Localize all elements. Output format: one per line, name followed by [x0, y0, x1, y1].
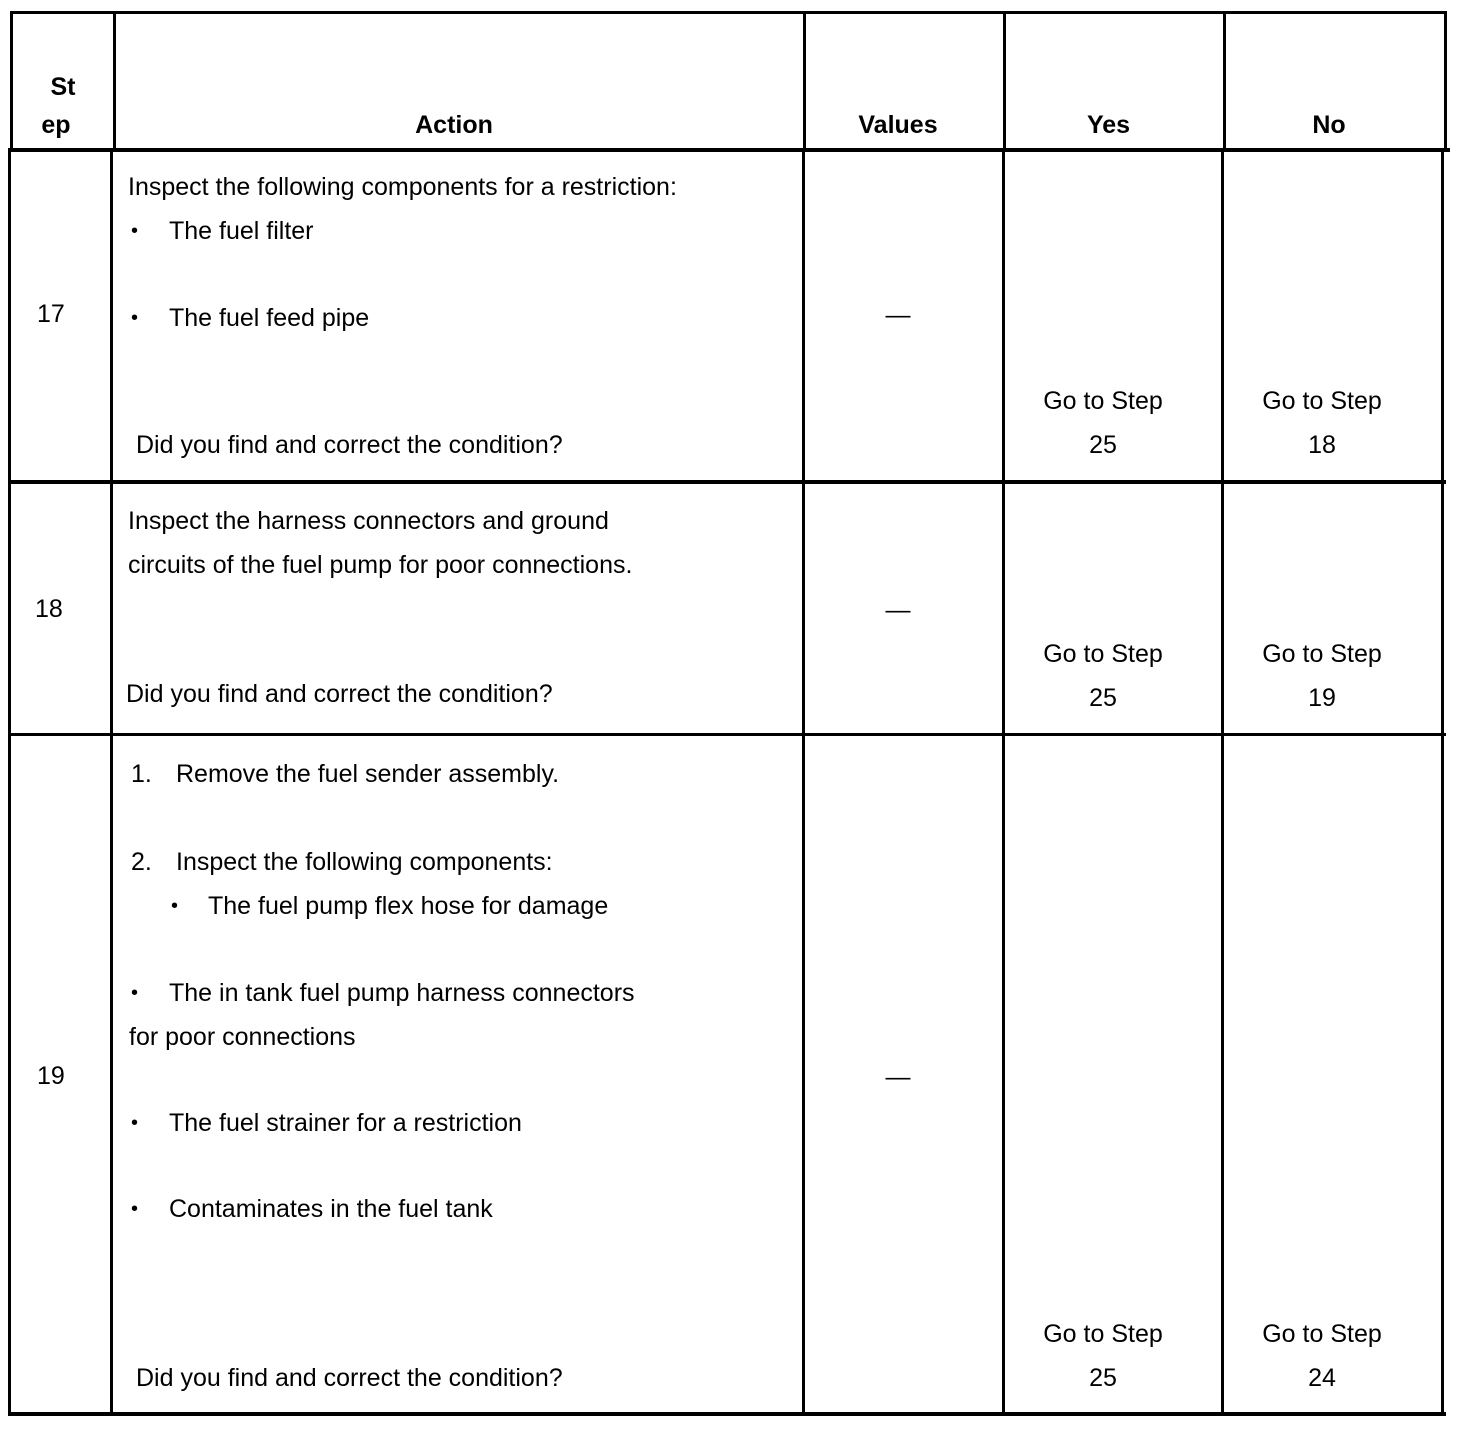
header-step-line2: ep	[41, 111, 71, 139]
header-step-line1: St	[50, 73, 76, 101]
table-top-border	[10, 11, 1447, 14]
step-19-sub-bullet-1: The fuel pump flex hose for damage	[208, 892, 609, 920]
step-19-value: —	[885, 1063, 911, 1091]
step-17-no-line1: Go to Step	[1262, 387, 1382, 415]
step-17-number: 17	[37, 300, 65, 328]
bullet-icon: •	[131, 1112, 139, 1134]
step-19-item-1-num: 1.	[131, 760, 152, 788]
step-17-question: Did you find and correct the condition?	[136, 431, 563, 459]
header-bottom-border	[10, 148, 1450, 152]
step-17-action-intro: Inspect the following components for a restriction:	[128, 173, 677, 201]
step-17-value: —	[885, 301, 911, 329]
step-19-yes-line2: 25	[1089, 1364, 1117, 1392]
step-18-no-line2: 19	[1308, 684, 1336, 712]
step-18-no-line1: Go to Step	[1262, 640, 1382, 668]
step-17-yes-line1: Go to Step	[1043, 387, 1163, 415]
header-action: Action	[415, 111, 493, 139]
step-18-question: Did you find and correct the condition?	[126, 680, 553, 708]
bullet-icon: •	[131, 307, 139, 329]
step-19-item-1: Remove the fuel sender assembly.	[176, 760, 560, 788]
step-19-question: Did you find and correct the condition?	[136, 1364, 563, 1392]
row-18-bottom-border	[8, 733, 1446, 736]
bullet-icon: •	[131, 982, 139, 1004]
bullet-icon: •	[131, 1198, 139, 1220]
step-17-bullet-1: The fuel filter	[169, 217, 314, 245]
body-col-border-1	[110, 148, 113, 1416]
step-18-number: 18	[35, 595, 63, 623]
body-col-border-3	[1002, 148, 1005, 1416]
header-values: Values	[858, 111, 938, 139]
header-yes: Yes	[1086, 111, 1131, 139]
bullet-icon: •	[131, 220, 139, 242]
step-17-bullet-2: The fuel feed pipe	[169, 304, 370, 332]
step-19-number: 19	[37, 1062, 65, 1090]
header-col-border-5	[1444, 11, 1447, 152]
step-19-bullet-2-line2: for poor connections	[129, 1023, 356, 1051]
step-18-value: —	[885, 596, 911, 624]
step-18-action-line1: Inspect the harness connectors and ground	[128, 507, 609, 535]
step-19-bullet-2-line1: The in tank fuel pump harness connectors	[169, 979, 635, 1007]
step-18-yes-line2: 25	[1089, 684, 1117, 712]
body-col-border-0	[8, 148, 11, 1416]
step-19-no-line2: 24	[1308, 1364, 1336, 1392]
body-col-border-5	[1441, 148, 1444, 1416]
step-19-bullet-3: The fuel strainer for a restriction	[169, 1109, 522, 1137]
body-col-border-4	[1221, 148, 1224, 1416]
header-no: No	[1312, 111, 1346, 139]
bullet-icon: •	[171, 895, 179, 917]
step-19-bullet-4: Contaminates in the fuel tank	[169, 1195, 493, 1223]
step-18-action-line2: circuits of the fuel pump for poor connections.	[128, 551, 633, 579]
step-19-no-line1: Go to Step	[1262, 1320, 1382, 1348]
step-19-yes-line1: Go to Step	[1043, 1320, 1163, 1348]
step-18-yes-line1: Go to Step	[1043, 640, 1163, 668]
step-19-item-2-num: 2.	[131, 848, 152, 876]
step-17-yes-line2: 25	[1089, 431, 1117, 459]
step-17-no-line2: 18	[1308, 431, 1336, 459]
body-col-border-2	[802, 148, 805, 1416]
step-19-item-2: Inspect the following components:	[176, 848, 553, 876]
table-bottom-border	[8, 1412, 1446, 1416]
row-17-bottom-border	[8, 480, 1446, 484]
